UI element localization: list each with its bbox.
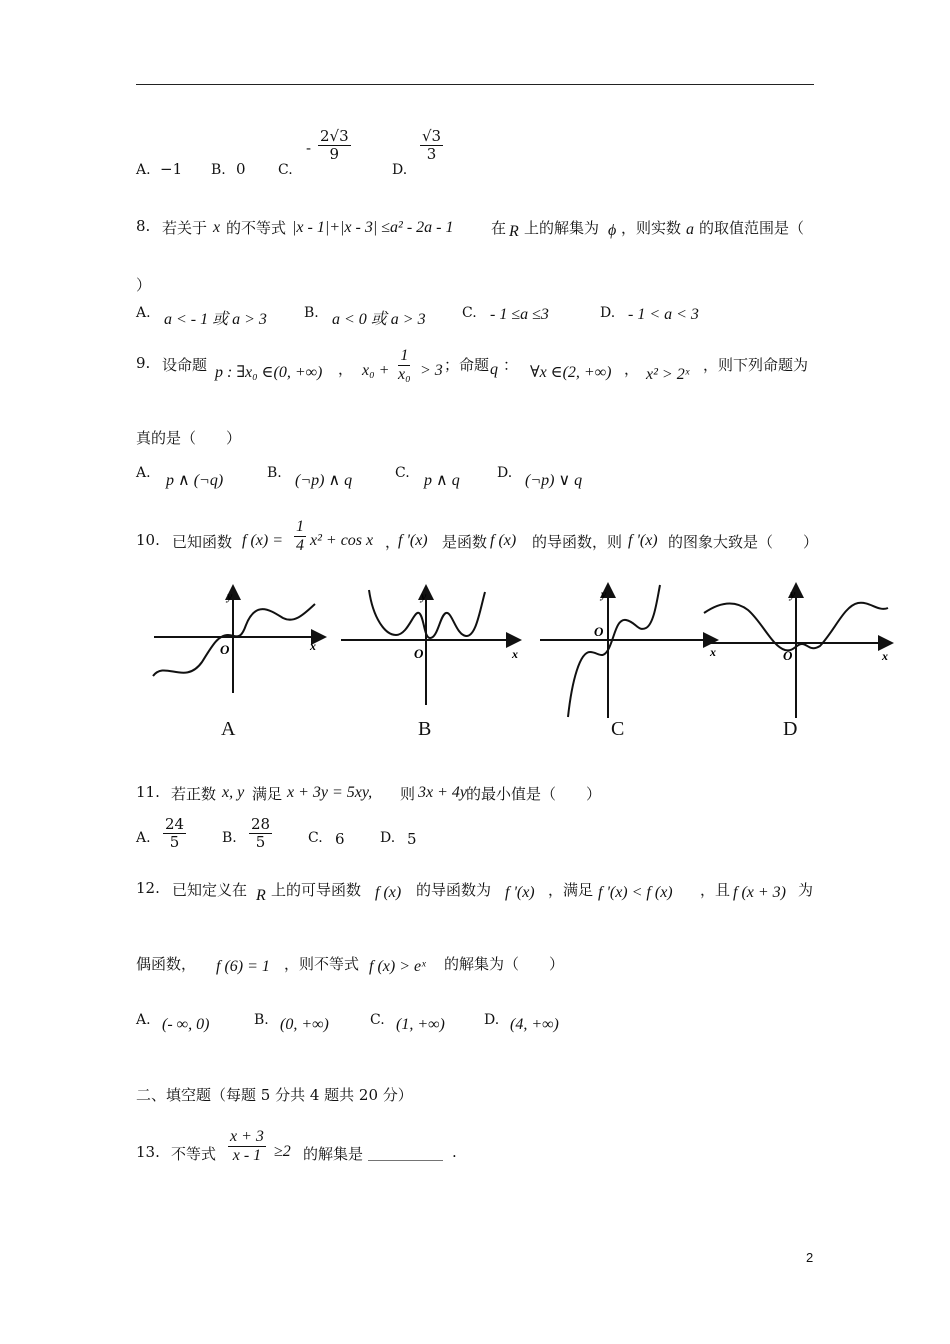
q12-var-R: R xyxy=(256,887,266,904)
q10-text-4: 的导函数，则 xyxy=(532,533,623,551)
q11-option-b-value xyxy=(249,816,272,852)
q12-text-1: 已知定义在 xyxy=(172,881,248,899)
q12-text-6: 为 xyxy=(798,881,814,899)
q11-text-4: 的最小值是（ ） xyxy=(466,785,602,803)
q11-a-denominator: 5 xyxy=(169,833,180,852)
q9-var-q: q xyxy=(490,361,498,378)
q9-q-inequality: x² > 2ˣ xyxy=(646,366,690,383)
q11-option-c-value: 6 xyxy=(335,830,345,848)
q11-option-c-label: C. xyxy=(308,830,323,846)
q12-fprime: f '(x) xyxy=(505,884,535,901)
q13-answer-blank[interactable]: __________ xyxy=(368,1143,443,1161)
q11-condition: x + 3y = 5xy, xyxy=(287,784,373,801)
q9-gt3: > 3 xyxy=(420,362,443,379)
q8-text-5: ，则实数 xyxy=(621,219,682,237)
graph-a-caption: A xyxy=(221,718,236,740)
q9-number: 9. xyxy=(136,354,151,372)
q13-frac-denominator: x - 1 xyxy=(232,1147,262,1165)
graph-d-y-label: y xyxy=(790,587,796,601)
q12-text-3: 的导函数为 xyxy=(416,881,492,899)
q12-text-4: ，满足 xyxy=(548,881,594,899)
q8-text-3: 在 xyxy=(491,219,507,237)
q9-fraction xyxy=(396,347,413,385)
q10-text-2: ， xyxy=(385,533,401,551)
graph-b-origin: O xyxy=(414,646,424,661)
graph-c-x-label: x xyxy=(710,645,716,659)
q9-option-c-label: C. xyxy=(395,465,410,481)
q7-c-denominator: 9 xyxy=(329,145,340,164)
q11-option-d-value: 5 xyxy=(407,830,417,848)
graph-d-caption: D xyxy=(783,718,798,740)
q9-frac-denominator: x₀ xyxy=(398,366,411,384)
q13-frac-numerator: x + 3 xyxy=(228,1128,266,1147)
q10-frac-denominator: 4 xyxy=(296,537,304,555)
q12-option-c-label: C. xyxy=(370,1012,385,1028)
graph-a-x-label: x xyxy=(310,639,316,653)
q10-fraction xyxy=(294,518,306,556)
q8-option-a-value: a < - 1 或 a > 3 xyxy=(164,311,267,328)
q12-option-d-value: (4, +∞) xyxy=(510,1016,559,1033)
q9-frac-numerator: 1 xyxy=(398,347,410,366)
q9-option-c-value: p ∧ q xyxy=(424,472,460,489)
q8-var-a: a xyxy=(686,221,694,238)
graph-a-origin: O xyxy=(220,642,230,657)
graph-d-x-label: x xyxy=(882,649,888,663)
q7-option-c-label: C. xyxy=(278,162,293,178)
q8-number: 8. xyxy=(136,217,151,235)
q11-text-3: 则 xyxy=(400,785,416,803)
q8-var-x: x xyxy=(213,219,221,236)
q7-option-a-label: A. xyxy=(136,162,151,178)
q8-option-a-label: A. xyxy=(136,305,151,321)
q11-expression: 3x + 4y xyxy=(418,784,467,801)
q12-text-2: 上的可导函数 xyxy=(271,881,362,899)
graph-d-origin: O xyxy=(783,648,793,663)
q8-option-b-value: a < 0 或 a > 3 xyxy=(332,311,426,328)
q7-option-a-value: −1 xyxy=(160,160,183,178)
q11-text-1: 若正数 xyxy=(171,785,217,803)
q11-option-b-label: B. xyxy=(222,830,237,846)
section-2-heading: 二、填空题（每题 5 分共 4 题共 20 分） xyxy=(136,1086,413,1104)
q8-text-2: 的不等式 xyxy=(226,219,287,237)
q11-a-numerator: 24 xyxy=(165,815,185,833)
q7-d-numerator: √3 xyxy=(422,127,442,145)
q13-end: . xyxy=(452,1143,457,1161)
q11-option-d-label: D. xyxy=(380,830,396,846)
q11-b-numerator: 28 xyxy=(251,815,271,833)
q11-b-denominator: 5 xyxy=(255,833,266,852)
q12-option-a-value: (- ∞, 0) xyxy=(162,1016,210,1033)
q13-number: 13. xyxy=(136,1143,160,1161)
graph-c-origin: O xyxy=(594,624,604,639)
q9-text-1: 设命题 xyxy=(162,356,208,374)
q7-d-denominator: 3 xyxy=(426,145,437,164)
q12-fx: f (x) xyxy=(375,884,402,901)
q13-text-1: 不等式 xyxy=(171,1145,217,1163)
q9-proposition-p: p : ∃x₀ ∈(0, +∞) xyxy=(215,364,323,381)
page-number: 2 xyxy=(806,1250,814,1265)
q11-option-a-label: A. xyxy=(136,830,151,846)
q8-var-R: R xyxy=(509,223,519,240)
graph-b-x-label: x xyxy=(512,647,518,661)
q8-inequality: |x - 1|+|x - 3| ≤a² - 2a - 1 xyxy=(292,219,454,236)
q10-text-3: 是函数 xyxy=(442,533,488,551)
q7-option-c-sign: - xyxy=(306,139,312,157)
q9-option-a-label: A. xyxy=(136,465,151,481)
q9-option-b-label: B. xyxy=(267,465,282,481)
q13-fraction xyxy=(228,1128,266,1166)
q9-option-d-label: D. xyxy=(497,465,513,481)
q7-option-b-value: 0 xyxy=(236,160,246,178)
q9-colon: ： xyxy=(503,356,519,374)
q11-text-2: 满足 xyxy=(252,785,283,803)
q8-text-6: 的取值范围是（ xyxy=(699,219,805,237)
q10-f-lhs: f (x) = xyxy=(242,532,283,549)
graph-c-y-label: y xyxy=(601,587,607,601)
q9-comma-1: ， xyxy=(338,360,354,378)
q13-ge: ≥2 xyxy=(274,1143,291,1160)
q12-option-b-value: (0, +∞) xyxy=(280,1016,329,1033)
q12-option-c-value: (1, +∞) xyxy=(396,1016,445,1033)
q7-option-c-fraction xyxy=(318,128,351,164)
graph-b-caption: B xyxy=(418,718,432,740)
q12-f6: f (6) = 1 xyxy=(216,958,270,975)
graph-c-caption: C xyxy=(611,718,625,740)
q12-text-8: ，则不等式 xyxy=(284,955,360,973)
graph-c xyxy=(540,585,716,718)
graph-b xyxy=(341,588,518,705)
q9-proposition-q: ∀x ∈(2, +∞) xyxy=(530,364,612,381)
q10-frac-numerator: 1 xyxy=(294,518,306,537)
q10-fprime: f '(x) xyxy=(398,532,428,549)
graph-b-y-label: y xyxy=(421,589,427,603)
q7-option-d-fraction xyxy=(420,128,443,164)
graph-a xyxy=(153,588,323,693)
q9-option-b-value: (¬p) ∧ q xyxy=(295,472,353,489)
q12-option-a-label: A. xyxy=(136,1012,151,1028)
q12-text-7: 偶函数， xyxy=(136,955,197,973)
q8-text-4: 上的解集为 xyxy=(524,219,600,237)
q7-option-d-label: D. xyxy=(392,162,408,178)
q12-option-d-label: D. xyxy=(484,1012,500,1028)
q12-number: 12. xyxy=(136,879,160,897)
q8-var-phi: ϕ xyxy=(608,222,617,239)
graph-c-curve xyxy=(568,585,660,717)
q8-text-1: 若关于 xyxy=(162,219,208,237)
header-rule xyxy=(136,84,814,85)
q12-text-9: 的解集为（ ） xyxy=(444,955,565,973)
q12-option-b-label: B. xyxy=(254,1012,269,1028)
q13-text-2: 的解集是 xyxy=(303,1145,364,1163)
q8-option-c-value: - 1 ≤a ≤3 xyxy=(490,306,549,323)
q12-shift: f (x + 3) xyxy=(733,884,786,901)
q9-comma-2: ， xyxy=(624,360,640,378)
q10-number: 10. xyxy=(136,531,160,549)
q11-vars: x, y xyxy=(222,784,245,801)
q10-fprime-2: f '(x) xyxy=(628,532,658,549)
q8-option-b-label: B. xyxy=(304,305,319,321)
q10-fx: f (x) xyxy=(490,532,517,549)
q11-option-a-value xyxy=(163,816,186,852)
q9-text-2: ；命题 xyxy=(444,356,490,374)
q10-text-1: 已知函数 xyxy=(172,533,233,551)
q10-f-rhs: x² + cos x xyxy=(310,532,374,549)
q10-text-5: 的图象大致是（ ） xyxy=(668,533,819,551)
q9-text-4: 真的是（ ） xyxy=(136,429,242,447)
q9-text-3: ，则下列命题为 xyxy=(703,356,809,374)
q9-x0: x₀ + xyxy=(362,362,390,379)
q12-text-5: ，且 xyxy=(700,881,731,899)
q9-option-a-value: p ∧ (¬q) xyxy=(166,472,224,489)
graph-a-y-label: y xyxy=(227,589,233,603)
q11-number: 11. xyxy=(136,783,160,801)
q8-option-d-value: - 1 < a < 3 xyxy=(628,306,699,323)
q8-option-c-label: C. xyxy=(462,305,477,321)
q7-c-numerator: 2√3 xyxy=(320,127,349,145)
q9-option-d-value: (¬p) ∨ q xyxy=(525,472,583,489)
graph-d xyxy=(704,586,890,718)
q8-close-paren: ） xyxy=(136,276,152,294)
q12-condition: f '(x) < f (x) xyxy=(598,884,673,901)
q12-inequality: f (x) > eˣ xyxy=(369,958,426,975)
q7-option-b-label: B. xyxy=(211,162,226,178)
q8-option-d-label: D. xyxy=(600,305,616,321)
